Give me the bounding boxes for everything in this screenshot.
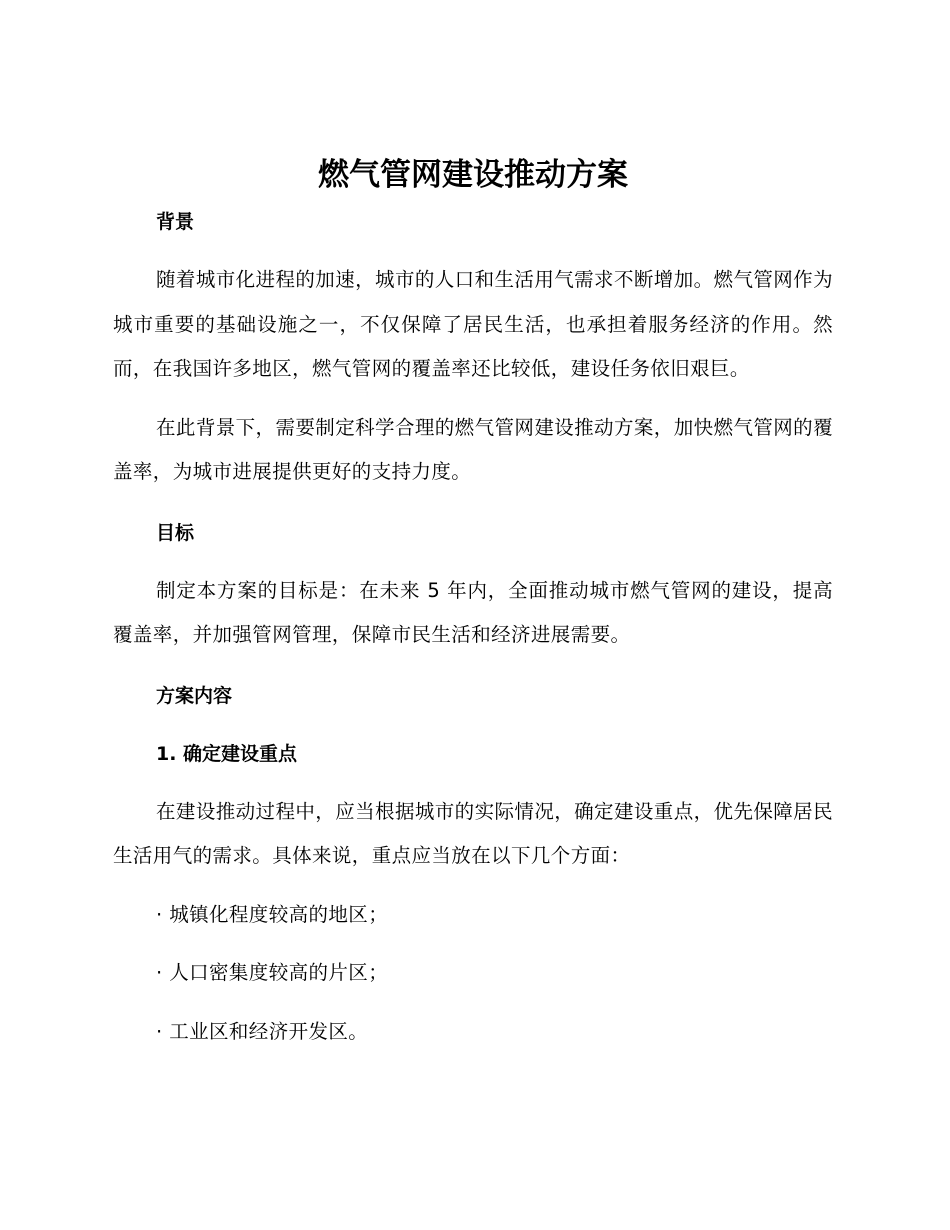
goal-paragraph-1: 制定本方案的目标是：在未来 5 年内，全面推动城市燃气管网的建设，提高覆盖率，并加强管网管理，保障市民生活和经济进展需要。 [113, 578, 833, 646]
document-title: 燃气管网建设推动方案 [318, 157, 628, 193]
list-item: · 城镇化程度较高的地区； [156, 902, 389, 926]
section-heading-background: 背景 [156, 211, 195, 233]
list-item: · 工业区和经济开发区。 [156, 1019, 369, 1043]
background-paragraph-1: 随着城市化进程的加速，城市的人口和生活用气需求不断增加。燃气管网作为城市重要的基础设施之一，不仅保障了居民生活，也承担着服务经济的作用。然而，在我国许多地区，燃气管网的覆盖率还比较低，建设任务依旧艰巨。 [113, 268, 833, 380]
document-body [113, 150, 833, 1054]
background-paragraph-2: 在此背景下，需要制定科学合理的燃气管网建设推动方案，加快燃气管网的覆盖率，为城市进展提供更好的支持力度。 [113, 415, 833, 483]
subsection-heading-priorities: 1. 确定建设重点 [156, 742, 298, 765]
list-item: · 人口密集度较高的片区； [156, 961, 389, 984]
section-heading-goal: 目标 [156, 521, 195, 544]
priorities-paragraph-1: 在建设推动过程中，应当根据城市的实际情况，确定建设重点，优先保障居民生活用气的需求。具体来说，重点应当放在以下几个方面： [113, 799, 833, 867]
section-heading-plan: 方案内容 [156, 684, 233, 707]
